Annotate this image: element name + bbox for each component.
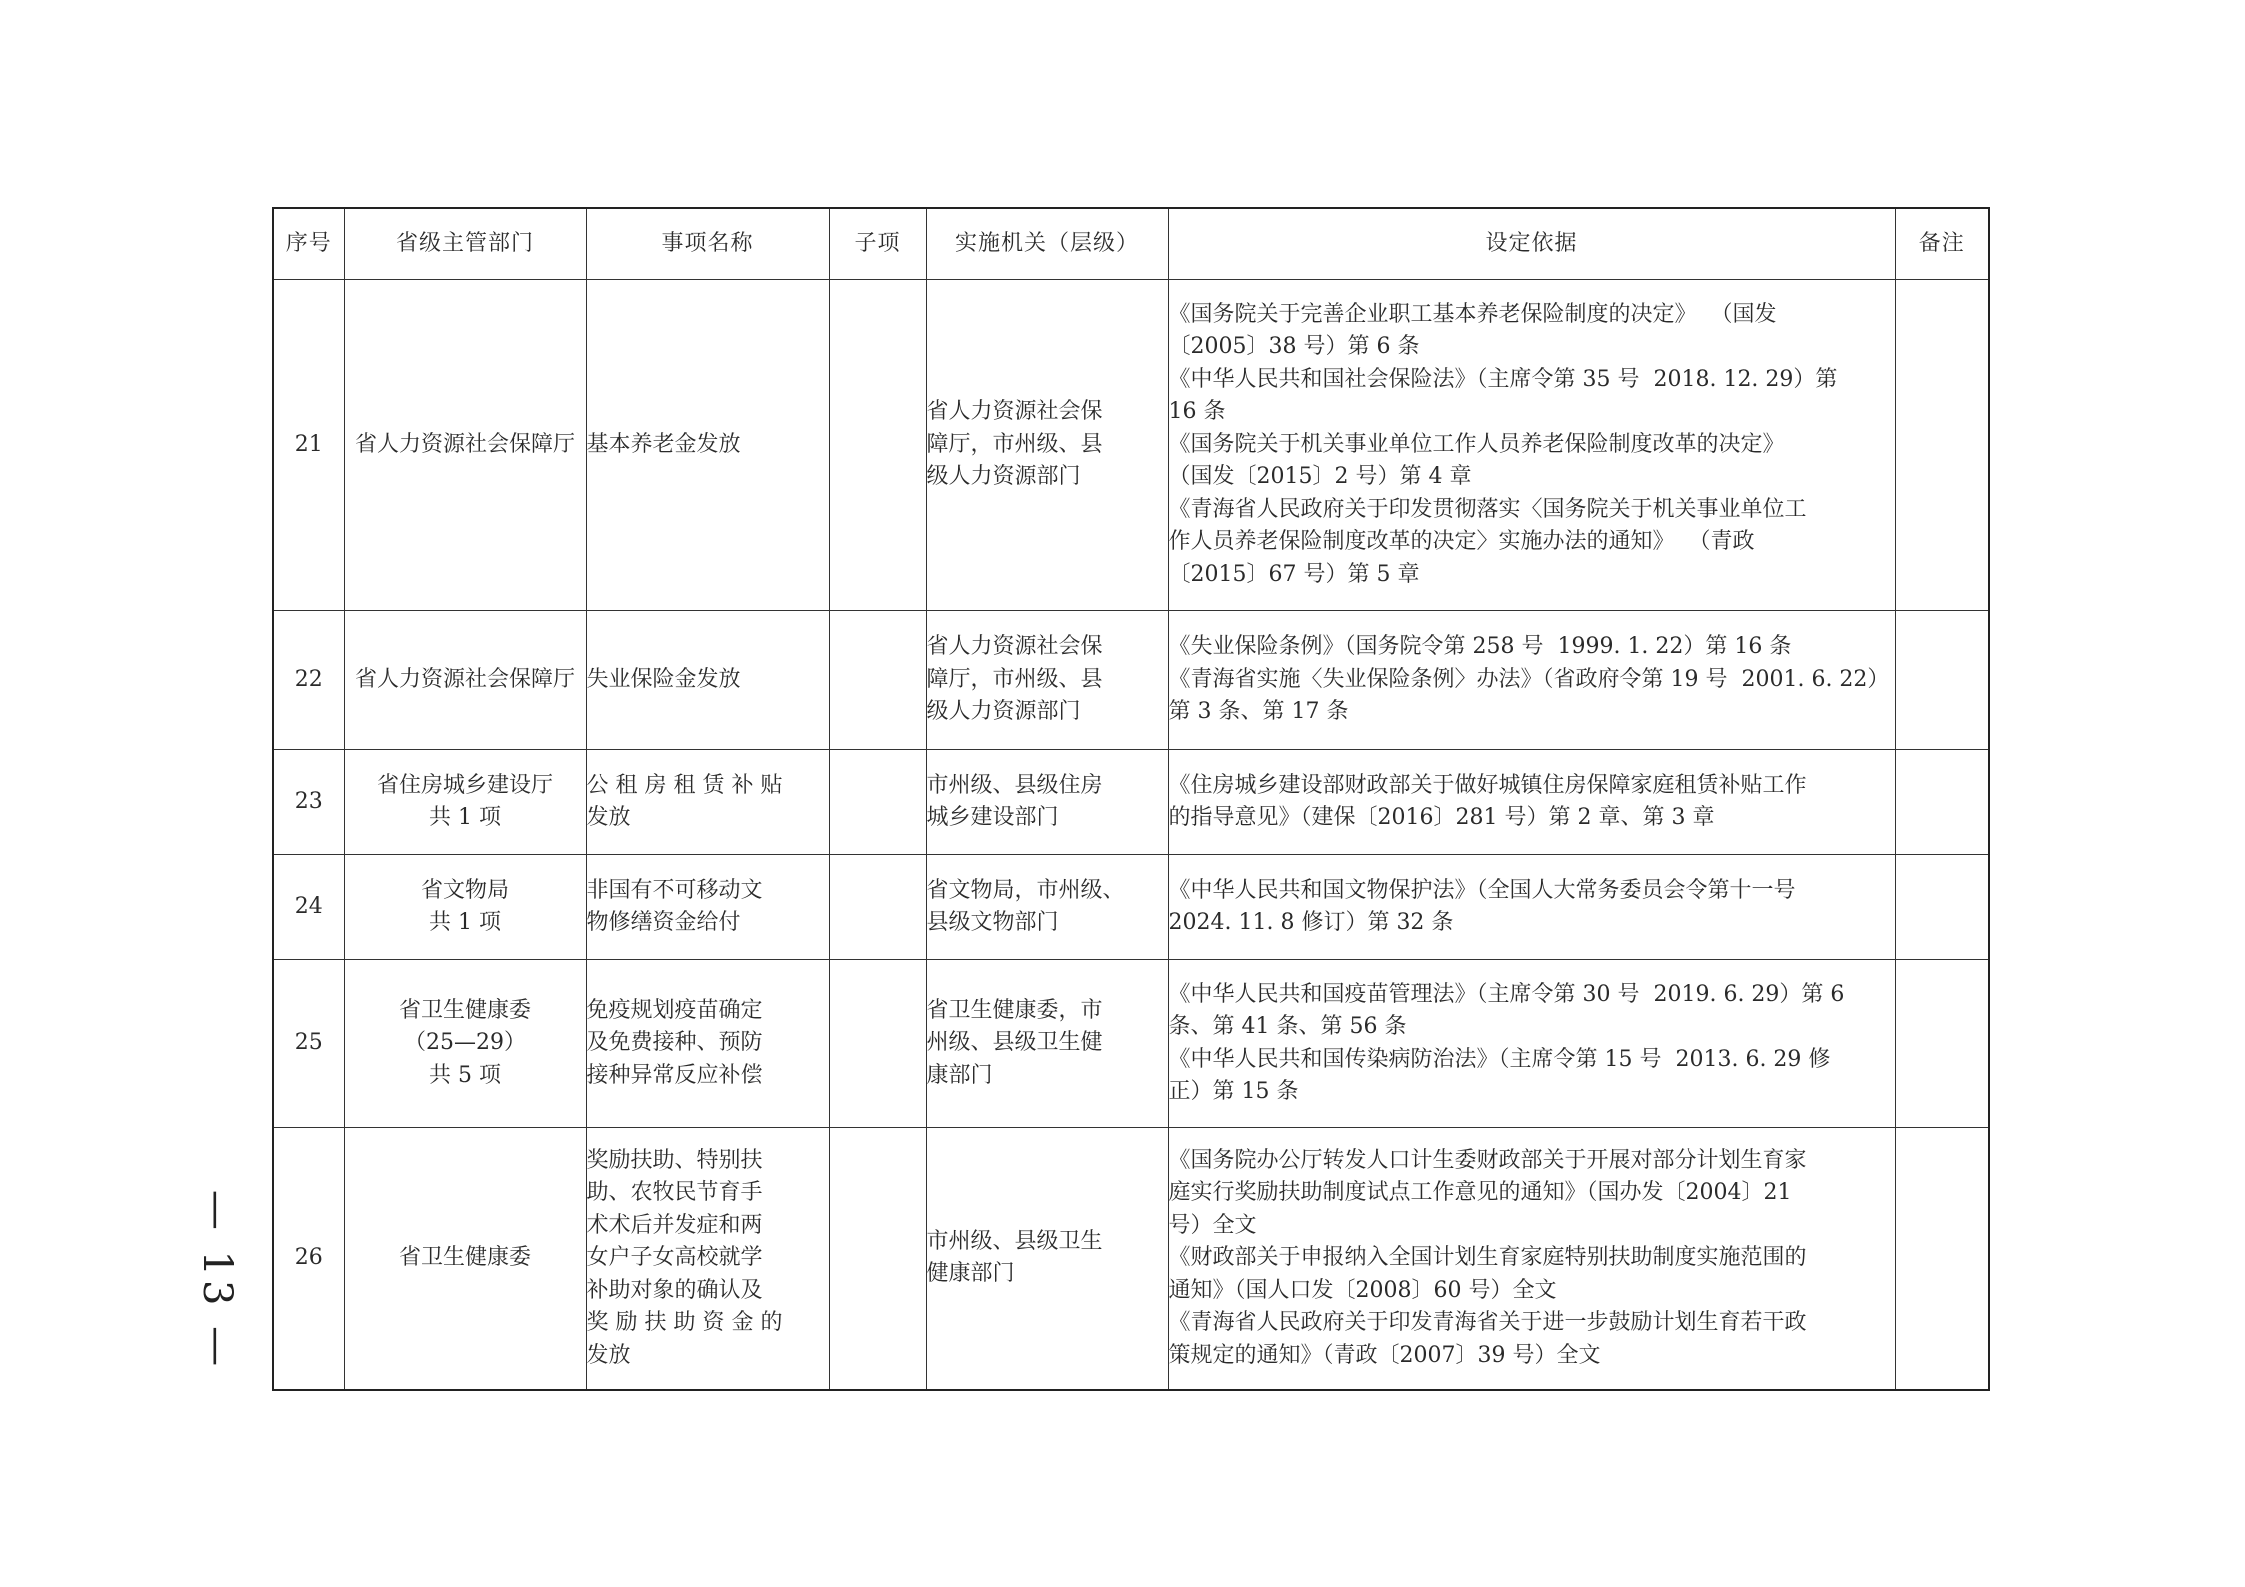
text-line: 《国务院关于完善企业职工基本养老保险制度的决定》 （国发 <box>1168 301 1777 327</box>
header-cell: 序号 <box>273 208 344 280</box>
text-line: （25—29） <box>404 1030 526 1056</box>
cell-implementing-body <box>926 611 1168 750</box>
text-line: 健康部门 <box>926 1261 1015 1287</box>
cell-item-name <box>586 1128 829 1390</box>
cell-number: 22 <box>273 611 344 750</box>
header-cell: 省级主管部门 <box>344 208 586 280</box>
text-line: 公 租 房 租 赁 补 贴 <box>586 772 783 798</box>
header-cell: 备注 <box>1895 208 1989 280</box>
cell-number: 25 <box>273 960 344 1128</box>
cell-sub-item <box>829 611 926 750</box>
page-number <box>194 1189 241 1371</box>
cell-department <box>344 611 586 750</box>
text-line: 《住房城乡建设部财政部关于做好城镇住房保障家庭租赁补贴工作 <box>1168 772 1807 798</box>
text-line: 2024. 11. 8 修订）第 32 条 <box>1168 910 1454 935</box>
cell-remarks <box>1895 280 1989 611</box>
cell-number: 21 <box>273 280 344 611</box>
text-line: 《国务院关于机关事业单位工作人员养老保险制度改革的决定》 <box>1168 431 1785 457</box>
text-line: 省文物局 <box>420 877 509 903</box>
text-line: 奖 励 扶 助 资 金 的 <box>586 1310 783 1335</box>
text-line: 省人力资源社会保 <box>926 399 1103 425</box>
text-line: 级人力资源部门 <box>926 464 1081 490</box>
text-line: （国发〔2015〕2 号）第 4 章 <box>1168 464 1472 490</box>
table-row <box>273 1128 1989 1390</box>
text-line: 16 条 <box>1168 399 1226 425</box>
text-line: 《中华人民共和国社会保险法》（主席令第 35 号 2018. 12. 29）第 <box>1168 366 1838 392</box>
text-line: 省卫生健康委 <box>398 1245 531 1270</box>
cell-sub-item <box>829 960 926 1128</box>
text-line: 策规定的通知》（青政〔2007〕39 号）全文 <box>1168 1342 1601 1368</box>
header-cell: 设定依据 <box>1168 208 1895 280</box>
cell-item-name <box>586 750 829 855</box>
text-line: 《青海省人民政府关于印发青海省关于进一步鼓励计划生育若干政 <box>1168 1310 1807 1335</box>
text-line: 《青海省人民政府关于印发贯彻落实〈国务院关于机关事业单位工 <box>1168 496 1807 522</box>
cell-item-name <box>586 280 829 611</box>
cell-remarks <box>1895 1128 1989 1390</box>
table-row <box>273 280 1989 611</box>
cell-sub-item <box>829 1128 926 1390</box>
text-line: 障厅，市州级、县 <box>926 666 1103 692</box>
text-line: 县级文物部门 <box>926 910 1059 935</box>
text-line: 省住房城乡建设厅 <box>376 772 553 798</box>
table-header <box>273 208 1989 280</box>
cell-remarks <box>1895 750 1989 855</box>
text-line: 《青海省实施〈失业保险条例〉办法》（省政府令第 19 号 2001. 6. 22） <box>1168 666 1890 692</box>
text-line: 省文物局，市州级、 <box>926 877 1125 903</box>
text-line: 免疫规划疫苗确定 <box>586 997 763 1023</box>
cell-legal-basis <box>1168 611 1895 750</box>
text-line: 《国务院办公厅转发人口计生委财政部关于开展对部分计划生育家 <box>1168 1147 1807 1173</box>
text-line: 州级、县级卫生健 <box>926 1030 1103 1056</box>
cell-remarks <box>1895 960 1989 1128</box>
cell-sub-item <box>829 280 926 611</box>
cell-implementing-body <box>926 855 1168 960</box>
cell-legal-basis <box>1168 280 1895 611</box>
cell-department <box>344 280 586 611</box>
text-line: 补助对象的确认及 <box>586 1277 763 1303</box>
text-line: 术术后并发症和两 <box>586 1212 763 1238</box>
text-line: 市州级、县级卫生 <box>926 1228 1103 1254</box>
table-row <box>273 611 1989 750</box>
text-line: 发放 <box>586 1342 631 1368</box>
text-line: 省人力资源社会保 <box>926 634 1103 660</box>
text-line: 的指导意见》（建保〔2016〕281 号）第 2 章、第 3 章 <box>1168 805 1715 830</box>
cell-remarks <box>1895 611 1989 750</box>
text-line: 〔2005〕38 号）第 6 条 <box>1168 334 1420 360</box>
text-line: 城乡建设部门 <box>926 805 1059 830</box>
text-line: 共 1 项 <box>429 805 501 830</box>
header-cell: 事项名称 <box>586 208 829 280</box>
text-line: 共 1 项 <box>429 910 501 935</box>
text-line: 共 5 项 <box>429 1062 501 1088</box>
cell-legal-basis <box>1168 750 1895 855</box>
text-line: 号）全文 <box>1168 1212 1257 1238</box>
cell-number: 26 <box>273 1128 344 1390</box>
text-line: 女户子女高校就学 <box>586 1245 763 1270</box>
text-line: 省人力资源社会保障厅 <box>354 666 575 692</box>
cell-number: 24 <box>273 855 344 960</box>
cell-department <box>344 1128 586 1390</box>
text-line: 省卫生健康委 <box>398 997 531 1023</box>
text-line: 作人员养老保险制度改革的决定〉实施办法的通知》 （青政 <box>1168 529 1755 555</box>
text-line: 省卫生健康委，市 <box>926 997 1103 1023</box>
cell-number: 23 <box>273 750 344 855</box>
cell-legal-basis <box>1168 960 1895 1128</box>
text-line: 障厅，市州级、县 <box>926 431 1103 457</box>
text-line: 市州级、县级住房 <box>926 772 1103 798</box>
header-cell: 实施机关（层级） <box>926 208 1168 280</box>
text-line: 庭实行奖励扶助制度试点工作意见的通知》（国办发〔2004〕21 <box>1168 1180 1792 1205</box>
table-row <box>273 855 1989 960</box>
cell-item-name <box>586 611 829 750</box>
cell-implementing-body <box>926 280 1168 611</box>
cell-department <box>344 750 586 855</box>
text-line: 通知》（国人口发〔2008〕60 号）全文 <box>1168 1277 1557 1303</box>
text-line: 发放 <box>586 805 631 830</box>
text-line: 正）第 15 条 <box>1168 1079 1299 1104</box>
text-line: 第 3 条、第 17 条 <box>1168 699 1349 725</box>
text-line: 失业保险金发放 <box>586 666 741 692</box>
cell-implementing-body <box>926 1128 1168 1390</box>
cell-department <box>344 960 586 1128</box>
header-row <box>273 208 1989 280</box>
text-line: 奖励扶助、特别扶 <box>586 1147 763 1173</box>
header-cell: 子项 <box>829 208 926 280</box>
text-line: 接种异常反应补偿 <box>586 1062 763 1088</box>
cell-legal-basis <box>1168 1128 1895 1390</box>
administrative-items-table <box>272 207 1990 1391</box>
cell-sub-item <box>829 855 926 960</box>
text-line: 物修缮资金给付 <box>586 910 741 935</box>
text-line: 级人力资源部门 <box>926 699 1081 725</box>
text-line: 康部门 <box>926 1062 993 1088</box>
cell-remarks <box>1895 855 1989 960</box>
text-line: 条、第 41 条、第 56 条 <box>1168 1014 1407 1039</box>
text-line: 〔2015〕67 号）第 5 章 <box>1168 561 1420 587</box>
item-list-table-container <box>272 207 1988 1391</box>
table-body <box>273 280 1989 1390</box>
table-row <box>273 750 1989 855</box>
cell-item-name <box>586 855 829 960</box>
text-line: 助、农牧民节育手 <box>586 1180 763 1205</box>
cell-department <box>344 855 586 960</box>
text-line: 《中华人民共和国疫苗管理法》（主席令第 30 号 2019. 6. 29）第 6 <box>1168 981 1845 1007</box>
cell-sub-item <box>829 750 926 855</box>
page-number-text: — 13 — <box>194 1189 241 1371</box>
text-line: 省人力资源社会保障厅 <box>354 431 575 457</box>
cell-implementing-body <box>926 960 1168 1128</box>
text-line: 非国有不可移动文 <box>586 877 763 903</box>
text-line: 《中华人民共和国传染病防治法》（主席令第 15 号 2013. 6. 29 修 <box>1168 1046 1831 1072</box>
text-line: 《中华人民共和国文物保护法》（全国人大常务委员会令第十一号 <box>1168 877 1796 903</box>
cell-item-name <box>586 960 829 1128</box>
cell-legal-basis <box>1168 855 1895 960</box>
table-row <box>273 960 1989 1128</box>
text-line: 《财政部关于申报纳入全国计划生育家庭特别扶助制度实施范围的 <box>1168 1245 1807 1270</box>
text-line: 《失业保险条例》（国务院令第 258 号 1999. 1. 22）第 16 条 <box>1168 634 1792 660</box>
text-line: 及免费接种、预防 <box>586 1030 763 1056</box>
text-line: 基本养老金发放 <box>586 431 741 457</box>
cell-implementing-body <box>926 750 1168 855</box>
